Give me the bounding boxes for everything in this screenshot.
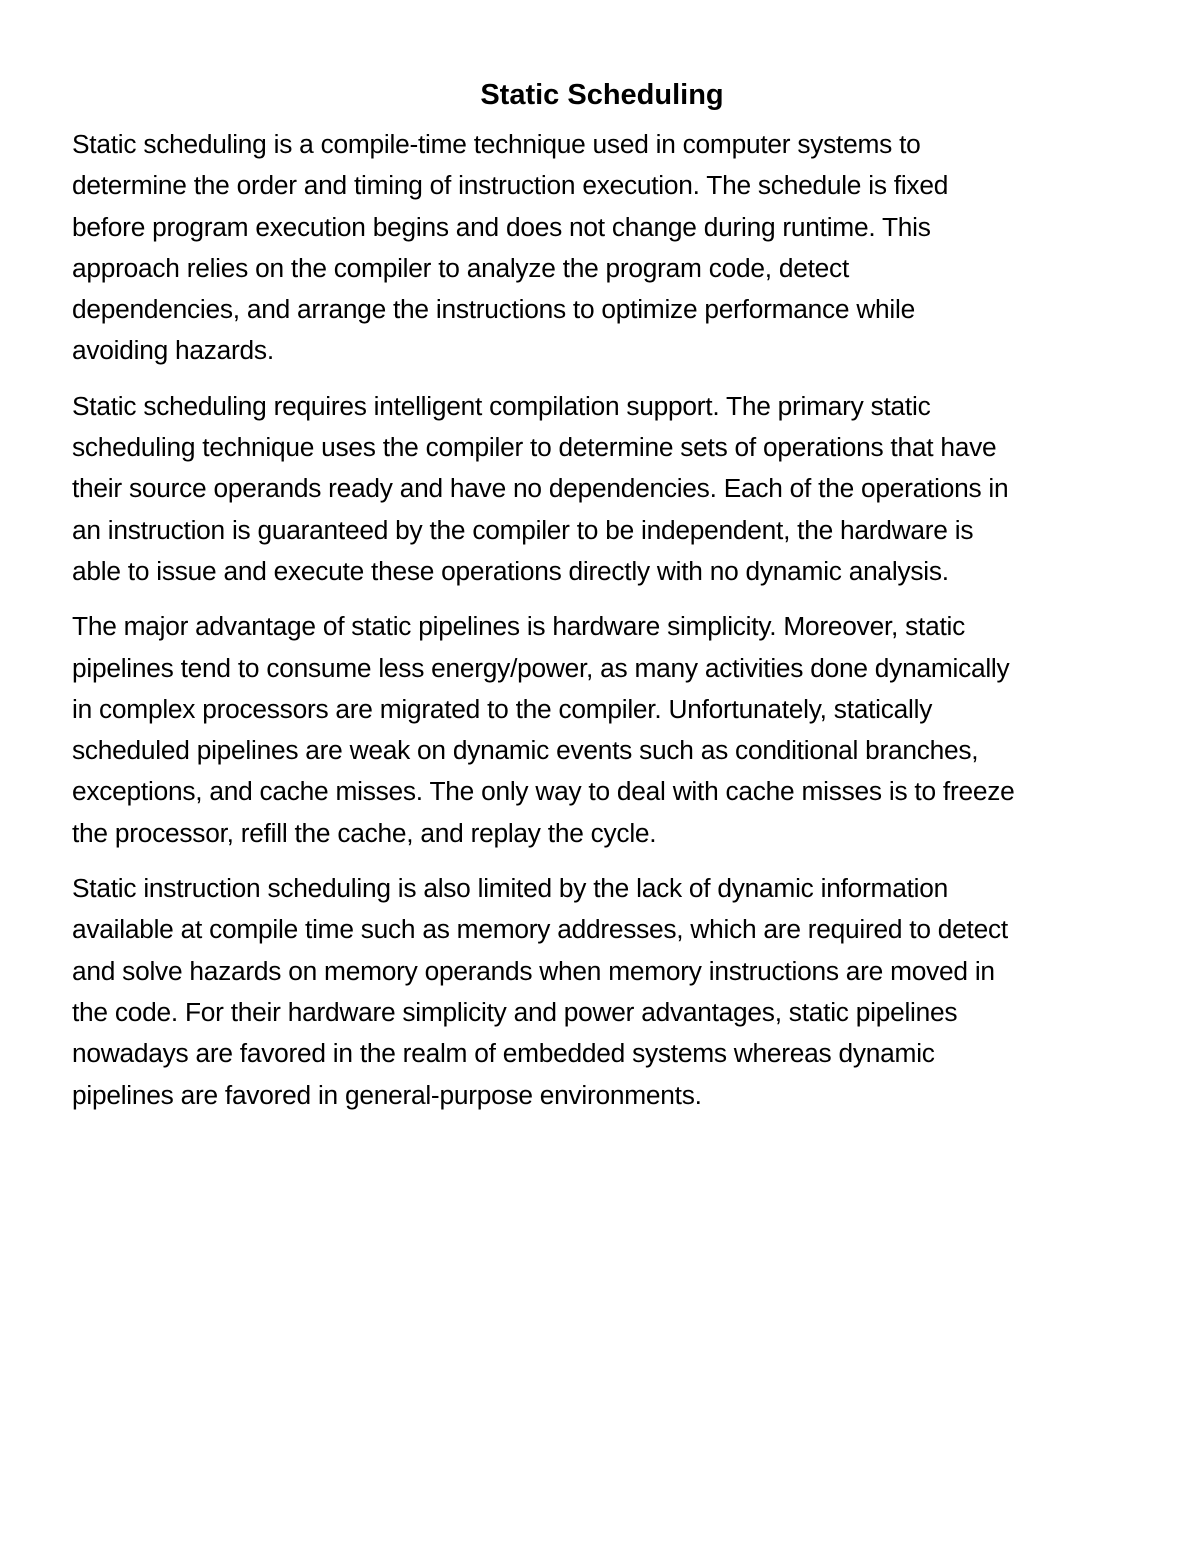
text-line: nowadays are favored in the realm of embedded systems whereas dynamic — [72, 1038, 935, 1069]
text-line: pipelines tend to consume less energy/power, as many activities done dynamically — [72, 652, 1010, 683]
paragraph-1 — [72, 124, 1132, 372]
text-line: in complex processors are migrated to the compiler. Unfortunately, statically — [72, 693, 933, 724]
text-line: scheduled pipelines are weak on dynamic events such as conditional branches, — [72, 735, 979, 766]
text-line: an instruction is guaranteed by the compiler to be independent, the hardware is — [72, 514, 974, 545]
text-line: determine the order and timing of instruction execution. The schedule is fixed — [72, 170, 949, 201]
text-line: scheduling technique uses the compiler to determine sets of operations that have — [72, 432, 997, 463]
document-page — [72, 70, 1132, 1130]
text-line: and solve hazards on memory operands when memory instructions are moved in — [72, 955, 995, 986]
text-line: Static scheduling is a compile-time technique used in computer systems to — [72, 129, 921, 159]
text-line: Static instruction scheduling is also limited by the lack of dynamic information — [72, 873, 948, 904]
text-line: their source operands ready and have no dependencies. Each of the operations in — [72, 473, 1009, 504]
text-line: before program execution begins and does not change during runtime. This — [72, 211, 931, 242]
paragraph-2 — [72, 386, 1132, 592]
text-line: the processor, refill the cache, and replay the cycle. — [72, 817, 657, 848]
paragraph-3 — [72, 606, 1132, 854]
text-line: pipelines are favored in general-purpose environments. — [72, 1079, 702, 1110]
paragraph-4 — [72, 868, 1132, 1116]
text-line: available at compile time such as memory addresses, which are required to detect — [72, 914, 1008, 945]
text-line: dependencies, and arrange the instructions to optimize performance while — [72, 294, 915, 325]
text-line: approach relies on the compiler to analyze the program code, detect — [72, 252, 849, 283]
document-title: Static Scheduling — [480, 79, 724, 111]
text-line: The major advantage of static pipelines is hardware simplicity. Moreover, static — [72, 611, 965, 642]
text-line: able to issue and execute these operations directly with no dynamic analysis. — [72, 555, 949, 586]
text-line: exceptions, and cache misses. The only way to deal with cache misses is to freeze — [72, 776, 1015, 807]
text-line: the code. For their hardware simplicity and power advantages, static pipelines — [72, 996, 958, 1027]
text-line: avoiding hazards. — [72, 335, 274, 366]
text-line: Static scheduling requires intelligent compilation support. The primary static — [72, 390, 931, 421]
